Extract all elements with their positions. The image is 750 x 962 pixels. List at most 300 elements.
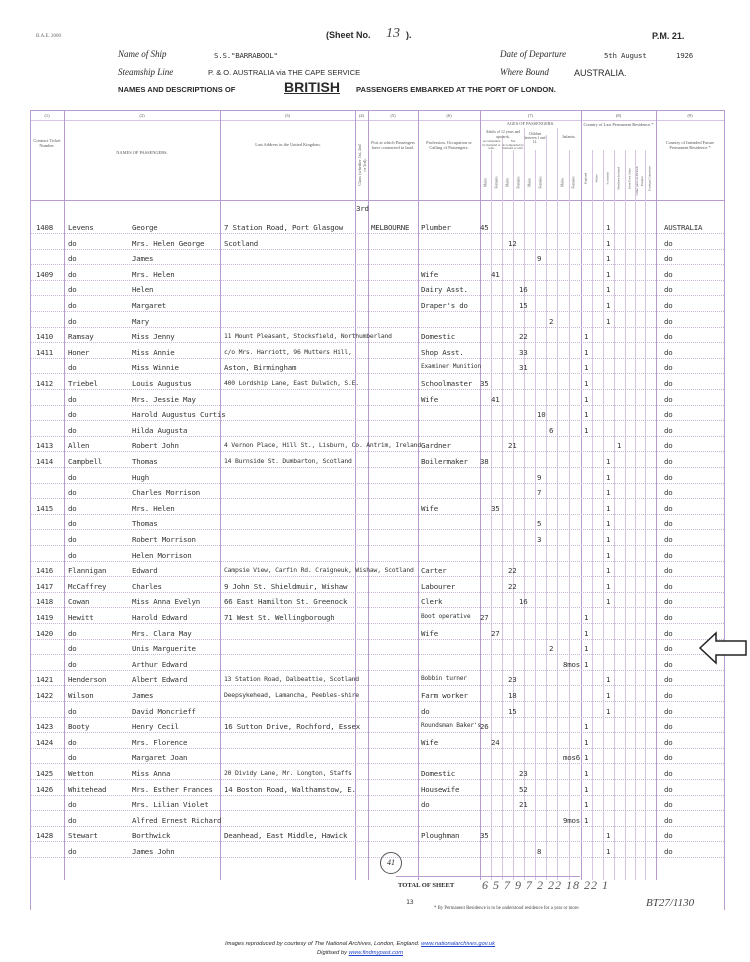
intended-residence: do [664,285,673,295]
surname: Levens [68,223,94,232]
residence-mark: 1 [606,503,611,513]
age: 15 [519,301,528,310]
header-address: Last Address in the United Kingdom. [255,142,321,147]
given-names: Hugh [132,472,149,482]
row-rule [30,280,724,281]
given-names: Margaret Joan [132,753,188,763]
row-rule [30,483,724,484]
row-rule [30,576,724,577]
surname: Henderson [68,675,107,685]
intended-residence: do [664,457,673,466]
profession: Domestic [421,332,455,342]
surname: do [68,425,77,435]
profession: Wife [421,737,438,747]
given-names: Albert Edward [132,675,188,685]
age: 21 [519,800,528,810]
age: 35 [491,503,500,513]
residence-mark: 1 [606,691,611,700]
intended-residence: do [664,675,673,685]
credit-text-2: Digitised by [317,950,347,956]
header-res-other-empire: Other parts of British Empire [635,166,644,196]
age: 3 [537,535,542,544]
row-rule [30,701,724,702]
given-names: James John [132,847,175,856]
residence-mark: 1 [584,722,589,732]
row-rule [30,826,724,827]
intended-residence: do [664,441,673,451]
given-names: Mrs. Helen [132,269,175,279]
header-male-2: Males [505,178,510,187]
given-names: Miss Anna [132,769,171,778]
row-rule [30,592,724,593]
row-rule [30,389,724,390]
header-female-3: Females [538,176,543,189]
residence-mark: 1 [584,379,589,388]
intended-residence: do [664,550,673,560]
row-rule [30,498,724,499]
surname: do [68,503,77,513]
intended-residence: do [664,254,673,264]
header-not-accompanied: Not Accompanied by husband or wife. [502,139,524,151]
header-children: Children between 1 and 12. [524,132,546,144]
age: 23 [519,769,528,778]
last-address: Aston, Birmingham [224,363,297,373]
sheet-number: 13 [386,26,400,41]
intended-residence: AUSTRALIA [664,223,703,232]
row-rule [30,420,724,421]
profession: Ploughman [421,831,460,841]
ticket-number: 1420 [36,628,53,638]
col-7-number: (7) [527,113,534,118]
residence-mark: 1 [606,706,611,716]
departure-label: Date of Departure [500,49,567,59]
last-address: 13 Station Road, Dalbeattie, Scotland [224,675,359,684]
surname: do [68,737,77,747]
residence-mark: 1 [606,597,611,607]
given-names: Unis Marguerite [132,644,196,654]
ticket-number: 1417 [36,581,53,591]
given-names: Miss Jenny [132,332,175,342]
age: 45 [480,223,489,232]
age: 24 [491,737,500,747]
surname: Cowan [68,597,90,607]
age: 31 [519,363,528,373]
archive-stamp: BT27/1130 [646,897,695,909]
intended-residence: do [664,269,673,279]
given-names: Edward [132,566,158,576]
row-rule [30,373,724,374]
surname: Whitehead [68,784,107,794]
intended-residence: do [664,691,673,700]
intended-residence: do [664,659,673,669]
age: 2 [549,316,554,326]
residence-mark: 1 [584,363,589,373]
given-names: Louis Augustus [132,379,192,388]
intended-residence: do [664,815,673,825]
departure-date: 5th August [604,51,647,60]
ticket-number: 1408 [36,223,53,232]
ticket-number: 1421 [36,675,53,685]
age: 9 [537,472,542,482]
title-suffix: PASSENGERS EMBARKED AT THE PORT OF LONDON. [356,85,556,94]
given-names: Margaret [132,301,166,310]
row-rule [30,249,724,250]
residence-mark: 1 [606,488,611,498]
age: 15 [508,706,517,716]
residence-mark: 1 [584,815,589,825]
age: 16 [519,597,528,607]
intended-residence: do [664,831,673,841]
age: 7 [537,488,542,498]
age: 22 [519,332,528,342]
sheet-label: (Sheet No. [326,30,371,40]
row-rule [30,295,724,296]
surname: McCaffrey [68,581,107,591]
given-names: Robert Morrison [132,535,196,544]
intended-residence: do [664,410,673,420]
profession: Clerk [421,597,443,607]
header-res-scotland: Scotland [605,172,610,185]
intended-residence: do [664,847,673,856]
row-rule [30,639,724,640]
residence-mark: 1 [584,410,589,420]
given-names: Mrs. Florence [132,737,188,747]
age: 9 [537,254,542,264]
residence-mark: 1 [584,394,589,404]
intended-residence: do [664,332,673,342]
header-male-1: Males [483,178,488,187]
age: 26 [480,722,489,732]
profession: Carter [421,566,447,576]
residence-mark: 1 [606,847,611,856]
header-ticket: Contract Ticket Number. [33,138,61,148]
row-rule [30,607,724,608]
ticket-number: 1418 [36,597,53,607]
age: 9mos [563,815,580,825]
surname: do [68,800,77,810]
given-names: Mrs. Helen George [132,238,205,248]
ticket-number: 1415 [36,503,53,513]
intended-residence: do [664,394,673,404]
sheet-close: ). [406,30,412,40]
intended-residence: do [664,706,673,716]
row-rule [30,779,724,780]
profession: Schoolmaster [421,379,472,388]
age: 23 [508,675,517,685]
profession: Bobbin turner [421,675,467,683]
profession: Examiner Munition [421,363,481,371]
header-female-1: Females [494,176,499,189]
given-names: James [132,691,154,700]
given-names: Helen Morrison [132,550,192,560]
given-names: Charles Morrison [132,488,200,498]
surname: do [68,628,77,638]
residence-mark: 1 [606,581,611,591]
residence-mark: 1 [606,301,611,310]
intended-residence: do [664,347,673,357]
given-names: Miss Winnie [132,363,179,373]
residence-mark: 1 [606,269,611,279]
surname: Wetton [68,769,94,778]
residence-mark: 1 [606,238,611,248]
total-count: 13 [406,898,414,906]
residence-mark: 1 [584,659,589,669]
last-address: Scotland [224,238,258,248]
intended-residence: do [664,316,673,326]
row-rule [30,841,724,842]
age: 16 [519,285,528,295]
ticket-number: 1423 [36,722,53,732]
given-names: Thomas [132,519,158,529]
col-8-number: (8) [615,113,622,118]
surname: Allen [68,441,90,451]
header-infants: Infants. [562,134,576,139]
residence-mark: 1 [584,800,589,810]
last-address: 7 Station Road, Port Glasgow [224,223,343,232]
profession: Dairy Asst. [421,285,468,295]
col-4-number: (4) [358,113,365,118]
intended-residence: do [664,800,673,810]
surname: Flannigan [68,566,107,576]
residence-mark: 1 [584,628,589,638]
age: 5 [537,519,542,529]
header-class: Class (whether 1st, 2nd or 3rd). [357,144,367,186]
profession: Shop Asst. [421,347,464,357]
residence-mark: 1 [606,566,611,576]
intended-residence: do [664,769,673,778]
row-rule [30,436,724,437]
header-intended: Country of Intended Future Permanent Residence.* [665,140,715,150]
age: 22 [508,581,517,591]
surname: Campbell [68,457,102,466]
header-profession: Profession, Occupation or Calling of Passengers. [426,140,472,150]
given-names: Henry Cecil [132,722,179,732]
row-rule [30,358,724,359]
last-address: 14 Boston Road, Walthamstow, E. [224,784,356,794]
last-address: Deanhead, East Middle, Hawick [224,831,348,841]
intended-residence: do [664,363,673,373]
intended-residence: do [664,722,673,732]
residence-mark: 1 [584,784,589,794]
residence-mark: 1 [584,753,589,763]
steamship-line-label: Steamship Line [118,67,174,77]
surname: do [68,363,77,373]
header-female-4: Females [571,176,576,189]
age: 2 [549,644,554,654]
col-2-number: (2) [139,113,145,118]
row-rule [30,795,724,796]
profession: Roundsman Baker's [421,722,481,730]
surname: do [68,535,77,544]
residence-mark: 1 [606,223,611,232]
residence-mark: 1 [584,332,589,342]
last-address: Deepsykehead, Lamancha, Peebles-shire [224,691,359,699]
residence-mark: 1 [606,254,611,264]
header-male-4: Males [560,178,565,187]
col-6-number: (6) [446,113,452,118]
residence-mark: 1 [606,285,611,295]
intended-residence: do [664,379,673,388]
intended-residence: do [664,644,673,654]
last-address: c/o Mrs. Harriott, 96 Mutters Hill, [224,347,352,356]
surname: do [68,285,77,295]
surname: do [68,815,77,825]
age: 41 [491,394,500,404]
circled-note: 41 [380,852,402,874]
ticket-number: 1422 [36,691,53,700]
surname: Hewitt [68,613,94,622]
ship-name: S.S."BARRABOOL" [214,51,278,60]
profession: Gardner [421,441,451,451]
profession: Domestic [421,769,455,778]
surname: do [68,644,77,654]
arrow-left-icon [698,630,748,666]
col-5-number: (5) [390,113,396,118]
row-rule [30,327,724,328]
profession: Boot operative [421,613,471,620]
profession: Wife [421,394,438,404]
surname: Booty [68,722,90,732]
intended-residence: do [664,535,673,544]
intended-residence: do [664,503,673,513]
age: 35 [480,831,489,841]
ticket-number: 1426 [36,784,53,794]
row-rule [30,810,724,811]
surname: do [68,472,77,482]
age: 8mos [563,659,580,669]
age: 35 [480,379,489,388]
intended-residence: do [664,737,673,747]
last-address: 9 John St. Shieldmuir, Wishaw [224,581,348,591]
given-names: Mary [132,316,149,326]
given-names: Mrs. Lilian Violet [132,800,209,810]
intended-residence: do [664,613,673,622]
profession: Housewife [421,784,460,794]
row-rule [30,467,724,468]
header-port: Port at which Passengers have contracted to land. [371,140,415,150]
last-address: 400 Lordship Lane, East Dulwich, S.E. [224,379,359,387]
age: 33 [519,347,528,357]
age: 10 [537,410,546,420]
given-names: Robert John [132,441,179,451]
row-rule [30,514,724,515]
intended-residence: do [664,784,673,794]
header-names: NAMES OF PASSENGERS. [116,150,168,155]
intended-residence: do [664,301,673,310]
credit-line-2 [317,950,403,956]
row-rule [30,654,724,655]
ticket-number: 1410 [36,332,53,342]
where-bound-label: Where Bound [500,67,549,77]
surname: do [68,519,77,529]
surname: do [68,301,77,310]
last-address: 71 West St. Wellingborough [224,613,335,622]
surname: Wilson [68,691,94,700]
residence-mark: 1 [584,644,589,654]
form-number: P.M. 21. [652,31,685,41]
residence-mark: 1 [584,425,589,435]
departure-year: 1926 [676,51,693,60]
given-names: Charles [132,581,162,591]
intended-residence: do [664,519,673,529]
profession: Draper's do [421,301,468,310]
age: 6 [549,425,554,435]
intended-residence: do [664,628,673,638]
header-res-wales: Wales [594,174,599,183]
profession: Plumber [421,223,451,232]
profession: Farm worker [421,691,468,700]
ticket-number: 1428 [36,831,53,841]
last-address: 16 Sutton Drive, Rochford, Essex [224,722,360,732]
surname: do [68,847,77,856]
surname: Honer [68,347,90,357]
last-address: 66 East Hamilton St. Greenock [224,597,348,607]
row-rule [30,451,724,452]
header-female-2: Females [516,176,521,189]
class-marker: 3rd [356,204,369,213]
title-prefix: NAMES AND DESCRIPTIONS OF [118,85,236,94]
given-names: Miss Anna Evelyn [132,597,200,607]
given-names: Helen [132,285,154,295]
ticket-number: 1425 [36,769,53,778]
surname: Ramsay [68,332,94,342]
row-rule [30,529,724,530]
total-label: TOTAL OF SHEET [398,882,455,889]
residence-mark: 1 [606,472,611,482]
footnote: * By Permanent Residence is to be understood residence for a year or more. [434,906,580,911]
national-archives-link[interactable]: www.nationalarchives.gov.uk [421,941,496,947]
residence-mark: 1 [584,347,589,357]
row-rule [30,685,724,686]
header-male-3: Males [527,178,532,187]
header-adults: Adults of 12 years and upwards. [485,130,521,139]
surname: do [68,410,77,420]
col-3-number: (3) [284,113,291,118]
given-names: George [132,223,158,232]
intended-residence: do [664,566,673,576]
col-1-number: (1) [44,113,50,118]
given-names: Hilda Augusta [132,425,188,435]
residence-mark: 1 [606,675,611,685]
given-names: Mrs. Clara May [132,628,192,638]
credit-text-1: Images reproduced by courtesy of The National Archives, London, England. [225,941,420,947]
row-rule [30,763,724,764]
surname: Triebel [68,379,98,388]
surname: do [68,394,77,404]
residence-mark: 1 [606,550,611,560]
title-british: BRITISH [284,79,340,95]
row-rule [30,561,724,562]
header-residence: Country of Last Permanent Residence.* [583,122,654,127]
intended-residence: do [664,425,673,435]
residence-mark: 1 [606,457,611,466]
row-rule [30,545,724,546]
row-rule [30,623,724,624]
header-res-england: England [583,172,588,185]
last-address: 4 Vernon Place, Hill St., Lisburn, Co. Antrim, Ireland [224,441,421,450]
profession: do [421,800,430,810]
residence-mark: 1 [606,519,611,529]
surname: do [68,753,77,763]
given-names: Borthwick [132,831,171,841]
row-rule [30,264,724,265]
age: 8 [537,847,542,856]
intended-residence: do [664,597,673,607]
ticket-number: 1416 [36,566,53,576]
intended-residence: do [664,753,673,763]
intended-residence: do [664,488,673,498]
findmypast-link[interactable]: www.findmypast.com [348,950,404,956]
